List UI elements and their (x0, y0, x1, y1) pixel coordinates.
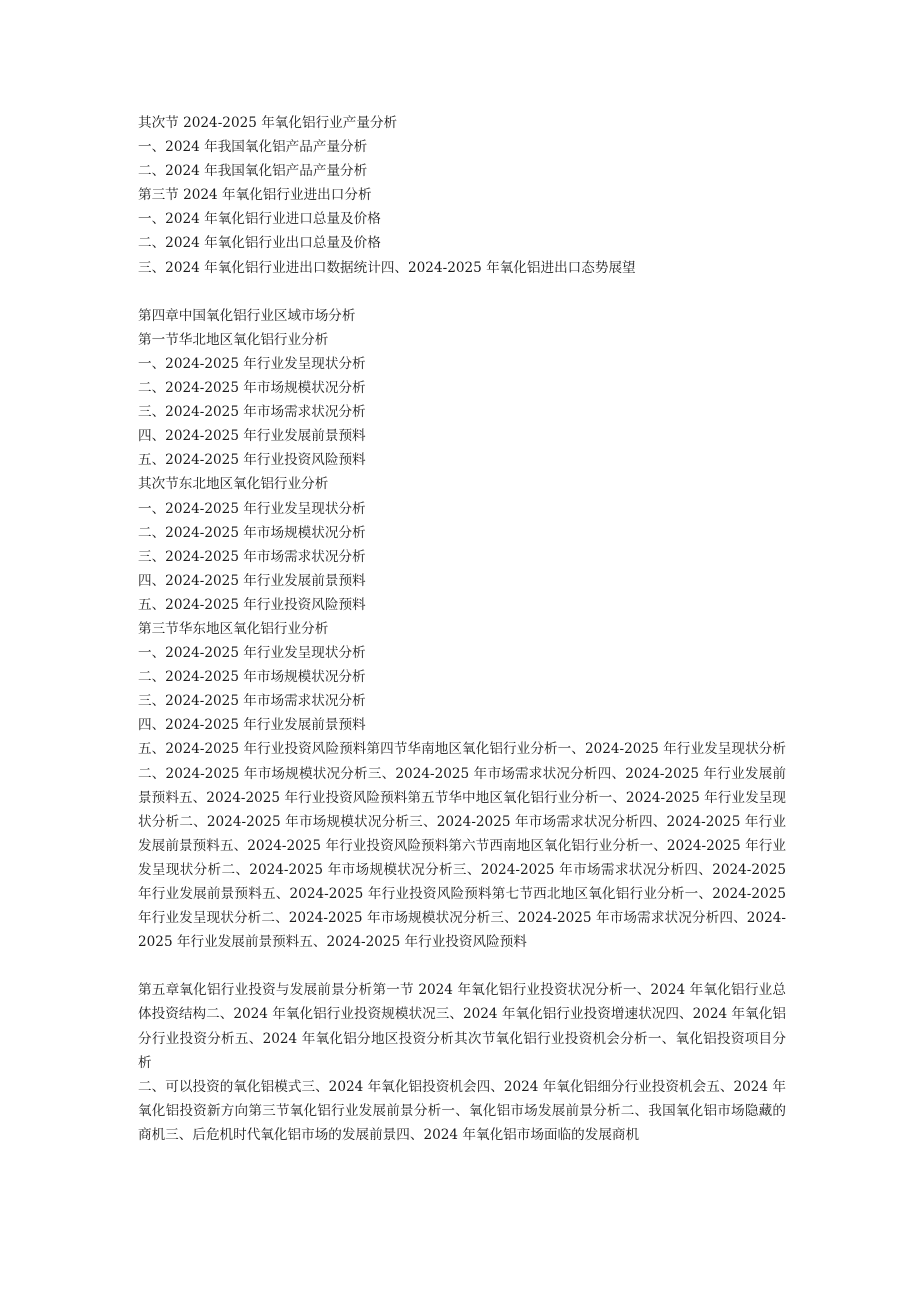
list-item: 五、2024-2025 年行业投资风险预料 (138, 596, 366, 613)
list-item: 三、2024 年氧化铝行业进出口数据统计四、2024-2025 年氧化铝进出口态势展望 (138, 259, 636, 276)
list-item: 二、2024 年我国氧化铝产品产量分析 (138, 163, 368, 180)
chapter-4 (138, 304, 786, 955)
section-heading: 第三节 2024 年氧化铝行业进出口分析 (138, 187, 372, 204)
run-on-paragraph: 第五章氧化铝行业投资与发展前景分析第一节 2024 年氧化铝行业投资状况分析一、2024 年氧化铝行业总体投资结构二、2024 年氧化铝行业投资规模状况三、2024 年氧化铝行业投资增速状况四、2024 年氧化铝分行业投资分析五、2024 年氧化铝分地区投资分析其次节氧化铝行业投资机会分析一、氧化铝投资项目分析 (138, 982, 786, 1071)
list-item: 一、2024 年我国氧化铝产品产量分析 (138, 139, 368, 156)
list-item: 三、2024-2025 年市场需求状况分析 (138, 548, 366, 565)
paragraph-spacer (138, 280, 786, 304)
section-heading: 第一节华北地区氧化铝行业分析 (138, 331, 329, 348)
list-item: 五、2024-2025 年行业投资风险预料 (138, 452, 366, 469)
chapter-5 (138, 978, 786, 1147)
run-on-paragraph: 五、2024-2025 年行业投资风险预料第四节华南地区氧化铝行业分析一、2024-2025 年行业发呈现状分析二、2024-2025 年市场规模状况分析三、2024-2025 年市场需求状况分析四、2024-2025 年行业发展前景预料五、2024-2025 年行业投资风险预料第五节华中地区氧化铝行业分析一、2024-2025 年行业发呈现状分析二、2024-2025 年市场规模状况分析三、2024-2025 年市场需求状况分析四、2024-2025 年行业发展前景预料五、2024-2025 年行业投资风险预料第六节西南地区氧化铝行业分析一、2024-2025 年行业发呈现状分析二、2024-2025 年市场规模状况分析三、2024-2025 年市场需求状况分析四、2024-2025 年行业发展前景预料五、2024-2025 年行业投资风险预料第七节西北地区氧化铝行业分析一、2024-2025 年行业发呈现状分析二、2024-2025 年市场规模状况分析三、2024-2025 年市场需求状况分析四、2024-2025 年行业发展前景预料五、2024-2025 年行业投资风险预料 (138, 741, 786, 951)
list-item: 二、2024-2025 年市场规模状况分析 (138, 524, 366, 541)
list-item: 四、2024-2025 年行业发展前景预料 (138, 717, 366, 734)
run-on-paragraph: 二、可以投资的氧化铝模式三、2024 年氧化铝投资机会四、2024 年氧化铝细分行业投资机会五、2024 年氧化铝投资新方向第三节氧化铝行业发展前景分析一、氧化铝市场发展前景分析二、我国氧化铝市场隐藏的商机三、后危机时代氧化铝市场的发展前景四、2024 年氧化铝市场面临的发展商机 (138, 1078, 786, 1143)
list-item: 一、2024 年氧化铝行业进口总量及价格 (138, 211, 381, 228)
list-item: 一、2024-2025 年行业发呈现状分析 (138, 500, 366, 517)
document-body (138, 111, 786, 1147)
section-heading: 第三节华东地区氧化铝行业分析 (138, 620, 329, 637)
list-item: 一、2024-2025 年行业发呈现状分析 (138, 355, 366, 372)
chapter-title: 第四章中国氧化铝行业区域市场分析 (138, 307, 356, 324)
list-item: 二、2024-2025 年市场规模状况分析 (138, 669, 366, 686)
list-item: 三、2024-2025 年市场需求状况分析 (138, 693, 366, 710)
list-item: 二、2024-2025 年市场规模状况分析 (138, 380, 366, 397)
section-production-and-trade (138, 111, 786, 280)
list-item: 三、2024-2025 年市场需求状况分析 (138, 404, 366, 421)
list-item: 四、2024-2025 年行业发展前景预料 (138, 428, 366, 445)
list-item: 四、2024-2025 年行业发展前景预料 (138, 572, 366, 589)
list-item: 一、2024-2025 年行业发呈现状分析 (138, 645, 366, 662)
section-heading: 其次节 2024-2025 年氧化铝行业产量分析 (138, 115, 398, 131)
section-heading: 其次节东北地区氧化铝行业分析 (138, 476, 329, 493)
paragraph-spacer (138, 954, 786, 978)
list-item: 二、2024 年氧化铝行业出口总量及价格 (138, 235, 381, 252)
